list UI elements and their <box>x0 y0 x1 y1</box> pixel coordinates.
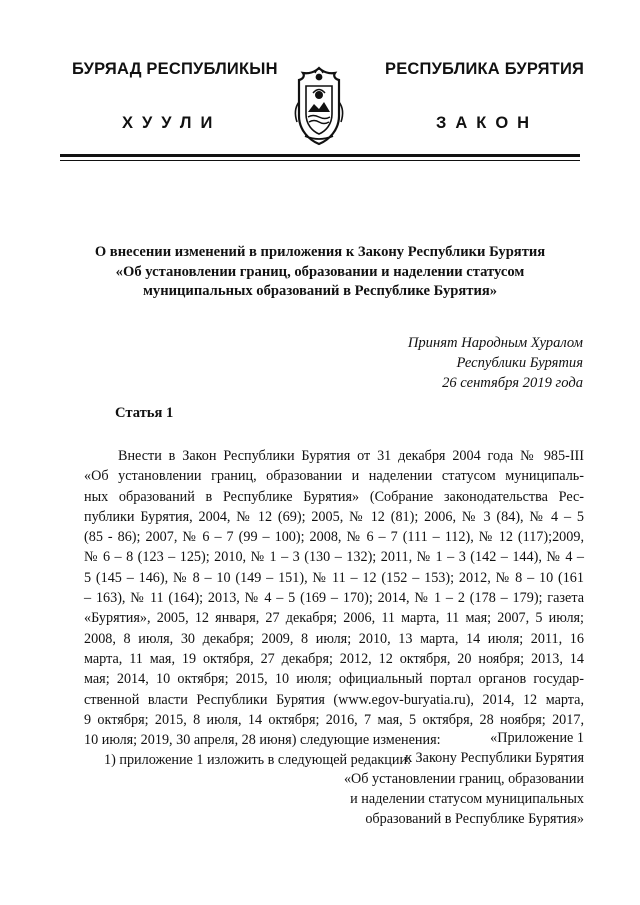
appendix-line: «Об установлении границ, образовании <box>343 770 584 787</box>
body-line: «Бурятия», 2005, 12 января, 27 декабря; 2006, 11 марта, 11 мая; 2007, 5 июля; <box>84 610 584 627</box>
body-line: (85 - 86); 2007, № 6 – 7 (99 – 100); 2008, № 6 – 7 (111 – 112), № 12 (117);2009, <box>84 529 584 546</box>
law-title-line: «Об установлении границ, образовании и наделении статусом <box>115 263 525 280</box>
body-line: публики Бурятия, 2004, № 12 (69); 2005, № 12 (81); 2006, № 3 (84), № 4 – 5 <box>84 508 584 525</box>
body-line: – 163), № 11 (164); 2013, № 4 – 5 (169 – 170); 2014, № 1 – 2 (178 – 179); газета <box>84 590 584 607</box>
list-item-1: 1) приложение 1 изложить в следующей редакции: <box>104 752 412 769</box>
appendix-line: к Закону Республики Бурятия <box>405 750 584 767</box>
body-line: 10 июля; 2019, 30 апреля, 28 июня) следующие изменения: <box>84 732 441 749</box>
body-line: мая; 2014, 10 октября; 2015, 10 июля; официальный портал органов государ- <box>84 671 584 688</box>
adoption-note-line: Принят Народным Хуралом <box>407 335 583 351</box>
article-heading: Статья 1 <box>115 405 174 421</box>
body-line: Внести в Закон Республики Бурятия от 31 декабря 2004 года № 985-III <box>118 448 584 464</box>
header-right-word: ЗАКОН <box>436 114 539 132</box>
article-body <box>84 446 584 771</box>
law-title-line: О внесении изменений в приложения к Закону Республики Бурятия <box>94 244 546 260</box>
header-rule-thick <box>60 154 580 157</box>
appendix-line: и наделении статусом муниципальных <box>350 790 584 807</box>
header-left-title: БУРЯАД РЕСПУБЛИКЫН <box>72 60 278 78</box>
body-line: 9 октября; 2015, 8 июля, 14 октября; 2016, 7 мая, 5 октября, 28 ноября; 2017, <box>84 711 584 728</box>
adoption-date: 26 сентября 2019 года <box>442 375 583 391</box>
law-title-line: муниципальных образований в Республике Бурятия» <box>142 283 498 299</box>
appendix-line: образований в Республике Бурятия» <box>365 811 584 828</box>
adoption-note-line: Республики Бурятия <box>456 355 583 371</box>
body-line: марта, 11 мая, 19 октября, 27 декабря; 2012, 12 октября, 20 ноября; 2013, 14 <box>84 650 584 667</box>
coat-of-arms-icon <box>287 62 351 146</box>
appendix-heading <box>344 728 584 829</box>
law-title <box>60 243 580 302</box>
adoption-note <box>408 333 583 393</box>
header-right-title: РЕСПУБЛИКА БУРЯТИЯ <box>385 60 585 78</box>
appendix-line: «Приложение 1 <box>490 730 584 746</box>
body-line: ных образований в Республике Бурятия» (Собрание законодательства Рес- <box>84 488 584 505</box>
header-left-word: ХУУЛИ <box>122 114 222 132</box>
body-line: 2008, 8 июля, 30 декабря; 2009, 8 июля; 2010, 13 марта, 14 июля; 2011, 16 <box>84 630 584 647</box>
header-rule-thin <box>60 160 580 161</box>
body-line: 5 (145 – 146), № 8 – 10 (149 – 151), № 11 – 12 (152 – 153); 2012, № 8 – 10 (161 <box>84 569 584 586</box>
body-line: № 6 – 8 (123 – 125); 2010, № 1 – 3 (130 – 132); 2011, № 1 – 3 (142 – 144), № 4 – <box>84 549 584 566</box>
body-line: ственной власти Республики Бурятия (www.egov-buryatia.ru), 2014, 12 марта, <box>84 691 584 708</box>
body-line: «Об установлении границ, образовании и наделении статусом муниципаль- <box>84 468 584 485</box>
